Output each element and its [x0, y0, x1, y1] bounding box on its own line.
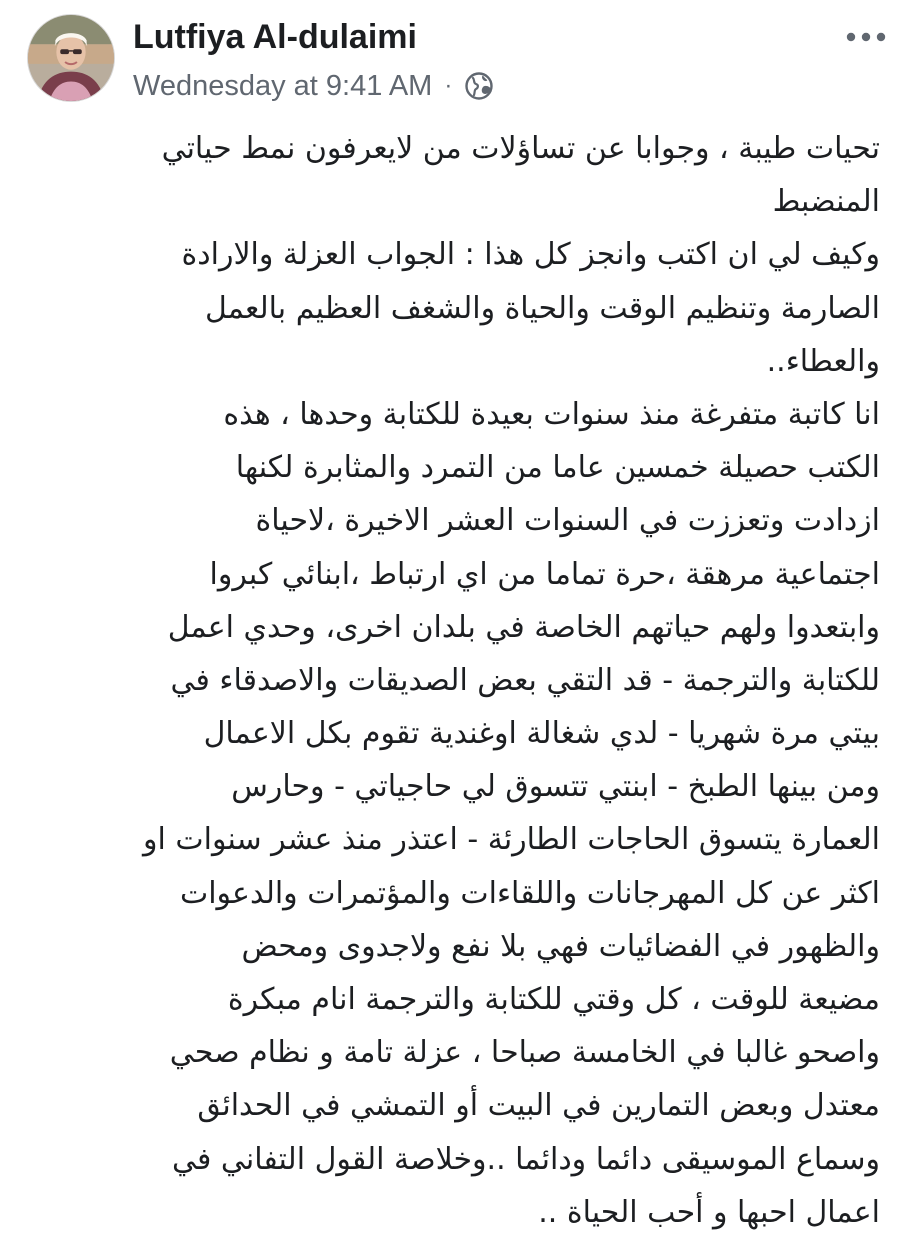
post-meta: [133, 66, 494, 106]
post-text-line: الكتب حصيلة خمسين عاما من التمرد والمثابرة لكنها: [235, 450, 880, 486]
post-text: [30, 122, 880, 1239]
post-text-line: بيتي مرة شهريا - لدي شغالة اوغندية تقوم بكل الاعمال: [203, 716, 880, 752]
post-text-line: معتدل وبعض التمارين في البيت أو التمشي في الحدائق: [197, 1088, 880, 1124]
post-text-line: الصارمة وتنظيم الوقت والحياة والشغف العظيم بالعمل: [204, 290, 880, 326]
post-text-line: اجتماعية مرهقة ،حرة تماما من اي ارتباط ،ابنائي كبروا: [209, 556, 880, 592]
post-text-line: اكثر عن كل المهرجانات واللقاءات والمؤتمرات والدعوات: [179, 875, 880, 911]
author-avatar[interactable]: [27, 14, 115, 102]
author-name[interactable]: Lutfiya Al-dulaimi: [133, 18, 417, 56]
globe-icon[interactable]: [464, 71, 494, 101]
post-text-line: وسماع الموسيقى دائما ودائما ..وخلاصة القول التفاني في: [171, 1141, 880, 1177]
post-header: [0, 0, 910, 112]
post-text-line: انا كاتبة متفرغة منذ سنوات بعيدة للكتابة وحدها ، هذه: [223, 396, 880, 432]
post-text-line: والظهور في الفضائيات فهي بلا نفع ولاجدوى ومحض: [241, 928, 880, 964]
post-text-line: ازدادت وتعززت في السنوات العشر الاخيرة ،لاحياة: [255, 503, 880, 539]
post-text-line: للكتابة والترجمة - قد التقي بعض الصديقات والاصدقاء في: [170, 662, 880, 698]
post-text-line: وكيف لي ان اكتب وانجز كل هذا : الجواب العزلة والارادة: [181, 237, 880, 273]
post-text-line: ومن بينها الطبخ - ابنتي تتسوق لي حاجياتي - وحارس: [231, 769, 880, 805]
post-text-line: مضيعة للوقت ، كل وقتي للكتابة والترجمة انام مبكرة: [227, 982, 880, 1017]
post-text-line: والعطاء..: [766, 343, 880, 379]
more-options-icon[interactable]: [844, 22, 888, 52]
post-timestamp[interactable]: Wednesday at 9:41 AM: [133, 69, 433, 102]
post-text-line: العمارة يتسوق الحاجات الطارئة - اعتذر منذ عشر سنوات او: [143, 822, 880, 858]
post-text-line: تحيات طيبة ، وجوابا عن تساؤلات من لايعرفون نمط حياتي: [161, 131, 880, 166]
post-text-line: وابتعدوا ولهم حياتهم الخاصة في بلدان اخرى، وحدي اعمل: [167, 609, 880, 645]
avatar-image: [28, 15, 114, 101]
post-text-line: اعمال احبها و أحب الحياة ..: [538, 1194, 880, 1230]
meta-separator: ·: [444, 72, 453, 99]
post-text-line: المنضبط: [772, 184, 880, 220]
post-text-line: واصحو غالبا في الخامسة صباحا ، عزلة تامة و نظام صحي: [169, 1035, 880, 1071]
